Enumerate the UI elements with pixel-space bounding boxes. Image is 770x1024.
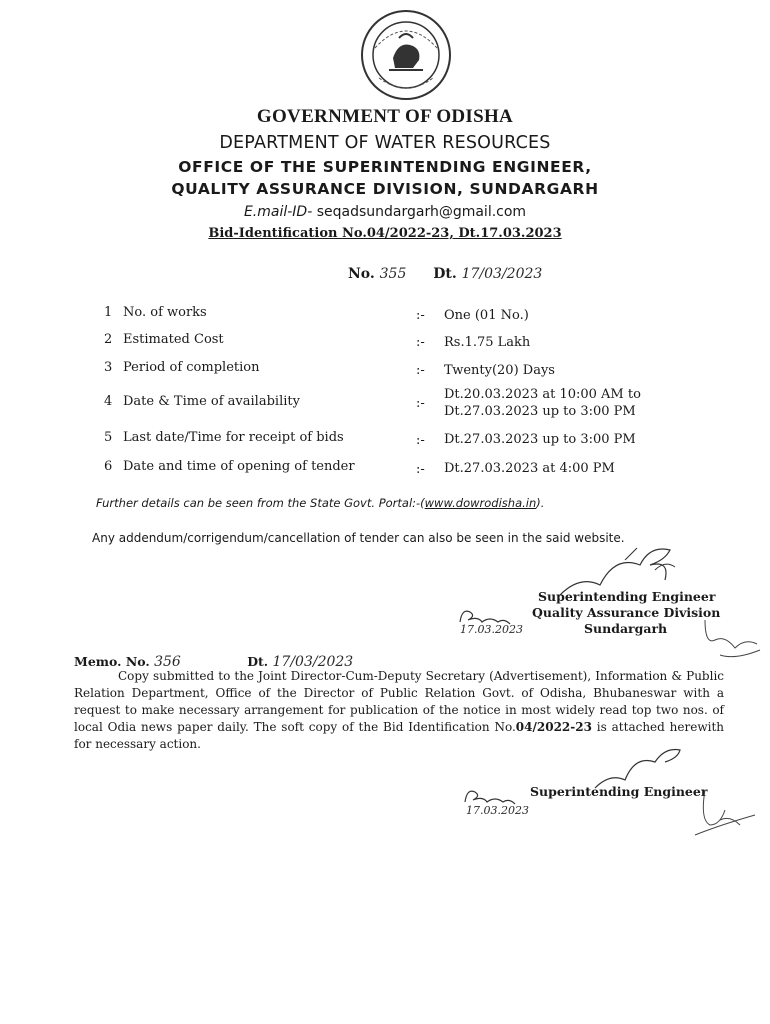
office-title-line2: QUALITY ASSURANCE DIVISION, SUNDARGARH <box>171 180 599 198</box>
detail-label: Last date/Time for receipt of bids <box>123 430 344 445</box>
detail-separator: :- <box>416 396 425 411</box>
memo-dt-value: 17/03/2023 <box>272 654 354 670</box>
email-address: seqadsundargarh@gmail.com <box>316 204 527 220</box>
detail-separator: :- <box>416 462 425 477</box>
detail-label: Date & Time of availability <box>123 394 300 409</box>
detail-value: Dt.27.03.2023 up to 3:00 PM <box>444 432 636 447</box>
reference-number-line <box>348 266 542 282</box>
odisha-emblem-seal <box>359 8 453 102</box>
detail-value: One (01 No.) <box>444 308 529 323</box>
government-title: GOVERNMENT OF ODISHA <box>256 106 514 127</box>
detail-value: Dt.20.03.2023 at 10:00 AM to <box>444 387 641 402</box>
signature2-initial-date: 17.03.2023 <box>466 804 529 817</box>
margin-initials2-scribble <box>690 785 765 845</box>
detail-separator: :- <box>416 335 425 350</box>
memo-body-text: Copy submitted to the Joint Director-Cum-Deputy Secretary (Advertisement), Information & Public Relation Department, Office of the Director of Public Relation Govt. of Odisha, Bhubaneswar with a request to make necessary arrangement for publication of the notice in most widely read top two nos. of local Odia news paper daily. The soft copy of the Bid Identification No. <box>74 669 724 734</box>
email-label: E.mail-ID- <box>243 204 313 220</box>
signature1-location: Sundargarh <box>584 621 668 636</box>
detail-separator: :- <box>416 363 425 378</box>
detail-label: Estimated Cost <box>123 332 224 347</box>
email-line <box>0 204 770 220</box>
detail-num: 1 <box>104 305 113 320</box>
memo-no-value: 356 <box>154 654 181 670</box>
detail-value: Rs.1.75 Lakh <box>444 335 531 350</box>
memo-bid-number: 04/2022-23 <box>515 720 592 734</box>
detail-label: Date and time of opening of tender <box>123 459 355 474</box>
detail-num: 2 <box>104 332 113 347</box>
further-details-text: Further details can be seen from the State Govt. Portal:-( <box>96 496 425 510</box>
detail-num: 4 <box>104 394 113 409</box>
detail-label: No. of works <box>123 305 207 320</box>
further-details-note <box>96 496 544 510</box>
detail-value-line2: Dt.27.03.2023 up to 3:00 PM <box>444 404 636 419</box>
reference-no-value: 355 <box>379 266 407 282</box>
addendum-note: Any addendum/corrigendum/cancellation of tender can also be seen in the said website. <box>92 531 625 545</box>
detail-label: Period of completion <box>123 360 260 375</box>
department-title: DEPARTMENT OF WATER RESOURCES <box>219 133 551 153</box>
margin-initials-scribble <box>700 610 768 670</box>
office-title-line1: OFFICE OF THE SUPERINTENDING ENGINEER, <box>178 158 592 176</box>
detail-num: 5 <box>104 430 113 445</box>
portal-link[interactable]: www.dowrodisha.in <box>424 496 537 510</box>
signature1-title: Superintending Engineer <box>538 589 716 604</box>
reference-dt-value: 17/03/2023 <box>461 266 543 282</box>
signature2-title: Superintending Engineer <box>530 784 708 799</box>
memo-no-label: Memo. No. <box>74 654 150 669</box>
detail-separator: :- <box>416 308 425 323</box>
detail-separator: :- <box>416 433 425 448</box>
memo-body-closing: is attached herewith for necessary action. <box>74 720 725 751</box>
reference-no-label: No. <box>348 266 375 282</box>
detail-value: Dt.27.03.2023 at 4:00 PM <box>444 461 615 476</box>
detail-value: Twenty(20) Days <box>444 363 555 378</box>
further-details-suffix: ). <box>536 496 545 510</box>
bid-identification: Bid-Identification No.04/2022-23, Dt.17.03.2023 <box>208 226 562 241</box>
memo-dt-label: Dt. <box>247 654 269 669</box>
signature1-initial-date: 17.03.2023 <box>460 623 523 636</box>
signature1-division: Quality Assurance Division <box>532 605 721 620</box>
detail-num: 3 <box>104 360 113 375</box>
detail-num: 6 <box>104 459 113 474</box>
reference-dt-label: Dt. <box>433 266 457 282</box>
